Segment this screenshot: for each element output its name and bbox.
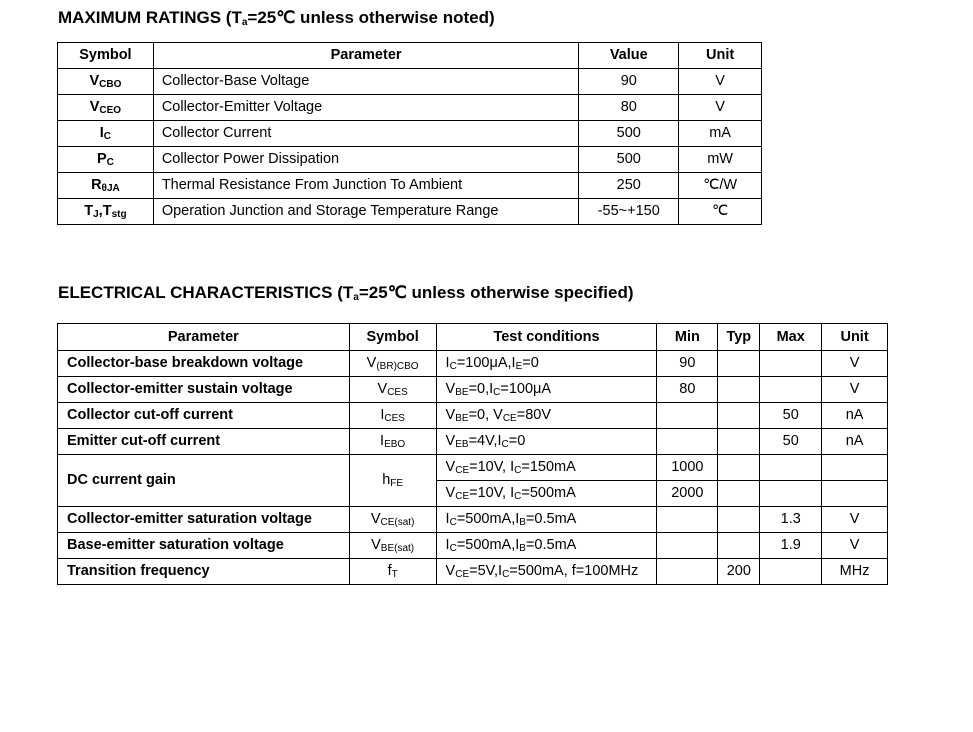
table-row — [58, 121, 762, 147]
condition-subscript: EB — [455, 439, 469, 451]
symbol-cell — [349, 455, 436, 507]
parameter-cell: Collector-emitter sustain voltage — [58, 377, 350, 403]
table-row — [58, 429, 888, 455]
min-cell — [657, 429, 718, 455]
condition-subscript: CE — [455, 569, 470, 581]
condition-subscript: C — [501, 439, 509, 451]
typ-cell — [718, 351, 760, 377]
symbol-main: f — [387, 563, 392, 580]
column-header: Symbol — [58, 43, 154, 69]
test-conditions-cell — [436, 533, 657, 559]
condition-subscript: C — [514, 465, 522, 477]
condition-subscript: C — [502, 569, 510, 581]
condition-text: =4V,I — [468, 433, 502, 450]
condition-text: =0.5mA — [525, 537, 577, 554]
parameter-cell: DC current gain — [58, 455, 350, 507]
typ-cell — [718, 377, 760, 403]
column-header: Max — [760, 324, 822, 351]
symbol-subscript: stg — [111, 209, 127, 221]
symbol-subscript: C — [106, 157, 114, 169]
unit-cell — [822, 455, 888, 481]
symbol-cell — [349, 507, 436, 533]
typ-cell — [718, 429, 760, 455]
condition-text: =0 — [522, 355, 539, 372]
symbol-main: I — [99, 125, 104, 142]
table-header-row — [58, 43, 762, 69]
symbol-main: V — [89, 73, 100, 90]
symbol-main: V — [371, 537, 381, 554]
condition-text: =80V — [516, 407, 552, 424]
min-cell — [657, 507, 718, 533]
table-row — [58, 199, 762, 225]
typ-cell: 200 — [718, 559, 760, 585]
condition-subscript: E — [515, 361, 523, 373]
condition-subscript: C — [493, 387, 501, 399]
column-header: Symbol — [349, 324, 436, 351]
table-row — [58, 147, 762, 173]
symbol-cell — [349, 559, 436, 585]
condition-subscript: C — [449, 543, 457, 555]
symbol-main: T — [84, 203, 94, 220]
condition-text: I — [445, 511, 450, 528]
test-conditions-cell — [436, 377, 657, 403]
parameter-cell: Base-emitter saturation voltage — [58, 533, 350, 559]
condition-subscript: BE — [455, 387, 469, 399]
condition-subscript: CE — [502, 413, 517, 425]
test-conditions-cell — [436, 351, 657, 377]
table-row — [58, 533, 888, 559]
symbol-subscript: CES — [387, 387, 408, 399]
typ-cell — [718, 481, 760, 507]
table-row — [58, 351, 888, 377]
unit-cell: ℃ — [679, 199, 762, 225]
condition-text: =500mA,I — [456, 511, 520, 528]
parameter-cell: Operation Junction and Storage Temperature Range — [153, 199, 579, 225]
min-cell — [657, 403, 718, 429]
test-conditions-cell — [436, 559, 657, 585]
unit-cell: ℃/W — [679, 173, 762, 199]
unit-cell: nA — [822, 403, 888, 429]
min-cell: 80 — [657, 377, 718, 403]
symbol-subscript: T — [391, 569, 398, 581]
symbol-main: V — [370, 511, 381, 528]
condition-text: V — [445, 459, 456, 476]
symbol-subscript: C — [103, 131, 112, 143]
table-row — [58, 507, 888, 533]
symbol-cell — [349, 429, 436, 455]
symbol-subscript: CEO — [99, 105, 122, 117]
min-cell: 2000 — [657, 481, 718, 507]
max-cell: 50 — [760, 429, 822, 455]
max-ratings-table — [57, 42, 762, 225]
symbol-main: ,T — [98, 203, 112, 220]
max-cell — [760, 559, 822, 585]
table-row — [58, 69, 762, 95]
symbol-subscript: (BR)CBO — [376, 361, 419, 373]
parameter-cell: Collector Power Dissipation — [153, 147, 579, 173]
value-cell: 500 — [579, 147, 679, 173]
condition-text: =10V, I — [469, 459, 515, 476]
condition-subscript: B — [519, 543, 526, 555]
symbol-cell — [58, 173, 154, 199]
electrical-characteristics-title: ELECTRICAL CHARACTERISTICS (Ta=25℃ unless otherwise specified) — [58, 283, 634, 303]
symbol-main: P — [96, 151, 107, 168]
column-header: Test conditions — [436, 324, 657, 351]
max-cell — [760, 481, 822, 507]
symbol-subscript: J — [93, 209, 99, 221]
typ-cell — [718, 507, 760, 533]
condition-text: =100μA — [500, 381, 552, 398]
condition-subscript: BE — [455, 413, 469, 425]
condition-subscript: C — [514, 491, 522, 503]
test-conditions-cell — [436, 429, 657, 455]
min-cell — [657, 559, 718, 585]
symbol-main: R — [91, 177, 102, 194]
condition-text: =100μA,I — [456, 355, 516, 372]
unit-cell: V — [822, 351, 888, 377]
table-row — [58, 455, 888, 481]
unit-cell: nA — [822, 429, 888, 455]
symbol-cell — [349, 351, 436, 377]
condition-text: =150mA — [521, 459, 576, 476]
condition-text: =0 — [508, 433, 526, 450]
table-row — [58, 403, 888, 429]
parameter-cell: Collector-base breakdown voltage — [58, 351, 350, 377]
symbol-subscript: CE(sat) — [380, 517, 415, 529]
parameter-cell: Collector-emitter saturation voltage — [58, 507, 350, 533]
symbol-subscript: θJA — [101, 183, 120, 195]
condition-text: =5V,I — [469, 563, 503, 580]
unit-cell: V — [679, 69, 762, 95]
condition-text: V — [445, 381, 456, 398]
max-cell — [760, 455, 822, 481]
min-cell: 90 — [657, 351, 718, 377]
condition-text: V — [445, 433, 456, 450]
condition-text: V — [445, 485, 456, 502]
parameter-cell: Collector cut-off current — [58, 403, 350, 429]
test-conditions-cell — [436, 507, 657, 533]
condition-text: I — [445, 355, 450, 372]
symbol-cell — [58, 147, 154, 173]
min-cell: 1000 — [657, 455, 718, 481]
condition-text: =500mA, f=100MHz — [509, 563, 639, 580]
value-cell: 90 — [579, 69, 679, 95]
column-header: Min — [657, 324, 718, 351]
max-cell: 1.3 — [760, 507, 822, 533]
symbol-cell — [58, 95, 154, 121]
column-header: Unit — [822, 324, 888, 351]
test-conditions-cell — [436, 403, 657, 429]
condition-text: =500mA,I — [456, 537, 520, 554]
max-cell — [760, 377, 822, 403]
symbol-cell — [349, 533, 436, 559]
unit-cell: V — [822, 533, 888, 559]
unit-cell: mA — [679, 121, 762, 147]
parameter-cell: Collector Current — [153, 121, 579, 147]
table-row — [58, 173, 762, 199]
table-row — [58, 559, 888, 585]
table-row — [58, 95, 762, 121]
condition-text: V — [445, 407, 456, 424]
symbol-subscript: FE — [390, 478, 404, 490]
symbol-main: I — [380, 433, 385, 450]
symbol-main: h — [382, 472, 391, 489]
parameter-cell: Collector-Base Voltage — [153, 69, 579, 95]
condition-subscript: C — [449, 361, 457, 373]
condition-text: =500mA — [521, 485, 576, 502]
condition-text: V — [445, 563, 456, 580]
symbol-subscript: CES — [384, 413, 405, 425]
unit-cell — [822, 481, 888, 507]
unit-cell: MHz — [822, 559, 888, 585]
parameter-cell: Collector-Emitter Voltage — [153, 95, 579, 121]
electrical-characteristics-table — [57, 323, 888, 585]
unit-cell: V — [822, 377, 888, 403]
symbol-main: V — [366, 355, 377, 372]
test-conditions-cell — [436, 455, 657, 481]
symbol-cell — [58, 121, 154, 147]
value-cell: 250 — [579, 173, 679, 199]
condition-subscript: CE — [455, 465, 470, 477]
value-cell: 500 — [579, 121, 679, 147]
test-conditions-cell — [436, 481, 657, 507]
condition-subscript: C — [449, 517, 457, 529]
column-header: Value — [579, 43, 679, 69]
max-cell: 50 — [760, 403, 822, 429]
table-header-row — [58, 324, 888, 351]
typ-cell — [718, 403, 760, 429]
column-header: Parameter — [153, 43, 579, 69]
symbol-main: I — [380, 407, 385, 424]
condition-subscript: CE — [455, 491, 470, 503]
column-header: Parameter — [58, 324, 350, 351]
typ-cell — [718, 533, 760, 559]
unit-cell: mW — [679, 147, 762, 173]
typ-cell — [718, 455, 760, 481]
column-header: Unit — [679, 43, 762, 69]
condition-text: =0.5mA — [525, 511, 577, 528]
symbol-cell — [58, 199, 154, 225]
condition-text: =0, V — [468, 407, 503, 424]
unit-cell: V — [679, 95, 762, 121]
symbol-subscript: CBO — [99, 79, 122, 91]
symbol-subscript: BE(sat) — [380, 543, 415, 555]
condition-text: =0,I — [468, 381, 494, 398]
unit-cell: V — [822, 507, 888, 533]
min-cell — [657, 533, 718, 559]
parameter-cell: Emitter cut-off current — [58, 429, 350, 455]
column-header: Typ — [718, 324, 760, 351]
symbol-cell — [349, 377, 436, 403]
max-cell: 1.9 — [760, 533, 822, 559]
parameter-cell: Thermal Resistance From Junction To Ambient — [153, 173, 579, 199]
symbol-main: V — [89, 99, 100, 116]
value-cell: -55~+150 — [579, 199, 679, 225]
max-cell — [760, 351, 822, 377]
condition-text: I — [445, 537, 450, 554]
condition-text: =10V, I — [469, 485, 515, 502]
table-row — [58, 377, 888, 403]
parameter-cell: Transition frequency — [58, 559, 350, 585]
symbol-cell — [349, 403, 436, 429]
condition-subscript: B — [519, 517, 526, 529]
max-ratings-title: MAXIMUM RATINGS (Ta=25℃ unless otherwise noted) — [58, 8, 495, 28]
value-cell: 80 — [579, 95, 679, 121]
symbol-main: V — [377, 381, 388, 398]
symbol-subscript: EBO — [384, 439, 406, 451]
symbol-cell — [58, 69, 154, 95]
